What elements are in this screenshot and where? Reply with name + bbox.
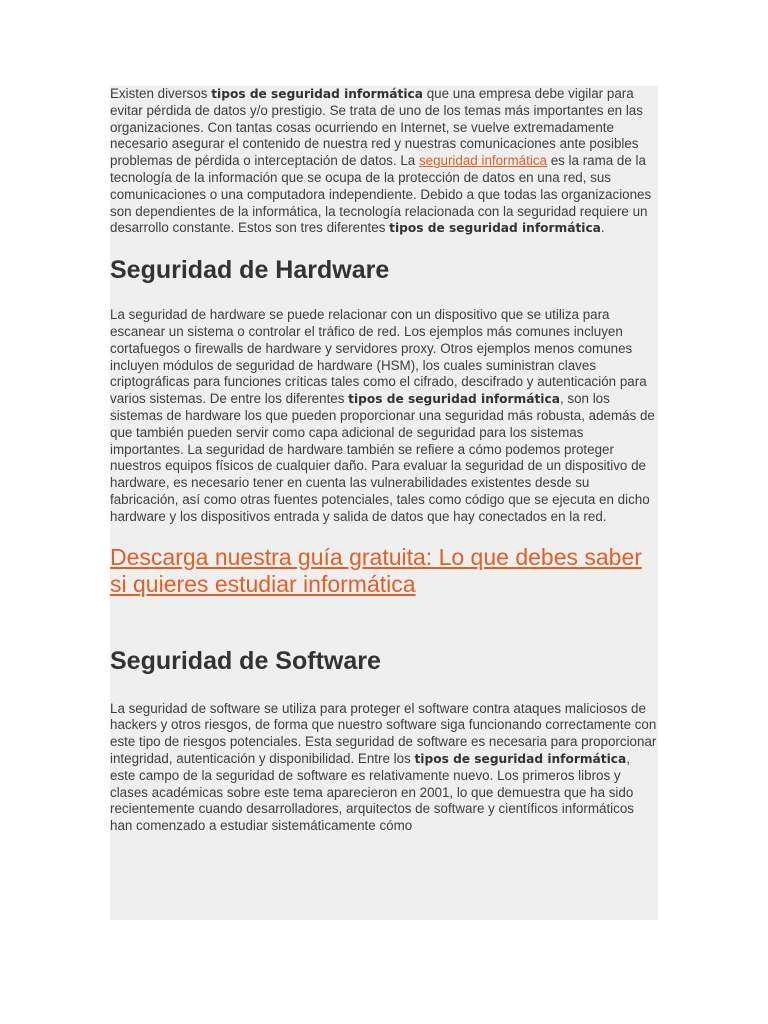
software-text-1: La seguridad de software se utiliza para proteger el software contra ataques maliciosos de hackers y otros riesgos, de forma que nuestro software siga funcionando correctamente con este tipo de riesgos potenciales. Esta seguridad de software es necesaria para proporcionar integridad, autenticación y disponibilidad. Entre los (110, 700, 657, 766)
intro-paragraph (110, 86, 658, 237)
hardware-bold-1: tipos de seguridad informática (348, 392, 560, 407)
software-paragraph (110, 701, 658, 835)
download-guide-link[interactable]: Descarga nuestra guía gratuita: Lo que debes saber si quieres estudiar informática (110, 543, 642, 597)
intro-bold-1: tipos de seguridad informática (211, 87, 423, 101)
software-text-2: , este campo de la seguridad de software es relativamente nuevo. Los primeros libros y clases académicas sobre este tema aparecieron en 2001, lo que demuestra que ha sido recientemente cuando desarrolladores, arquitectos de software y científicos informáticos han comenzado a estudiar sistemáticamente cómo (110, 750, 634, 834)
intro-text-2: que una empresa debe vigilar para evitar pérdida de datos y/o prestigio. Se trata de uno de los temas más importantes en las organizaciones. Con tantas cosas ocurriendo en Internet, se vuelve extremadamente necesario asegurar el contenido de nuestra red y nuestras comunicaciones ante posibles problemas de pérdida o interceptación de datos. La (110, 86, 643, 169)
seguridad-informatica-link[interactable]: seguridad informática (418, 153, 547, 169)
hardware-text-1: La seguridad de hardware se puede relacionar con un dispositivo que se utiliza para escanear un sistema o controlar el tráfico de red. Los ejemplos más comunes incluyen cortafuegos o firewalls de hardware y servidores proxy. Otros ejemplos menos comunes incluyen módulos de seguridad de hardware (HSM), los cuales suministran claves criptográficas para funciones críticas tales como el cifrado, descifrado y autenticación para varios sistemas. De entre los diferentes (110, 307, 647, 407)
hardware-paragraph (110, 307, 658, 525)
intro-bold-2: tipos de seguridad informática (389, 221, 601, 236)
hardware-heading: Seguridad de Hardware (110, 256, 390, 285)
software-bold-1: tipos de seguridad informática (414, 751, 627, 766)
intro-text-3: es la rama de la tecnología de la información que se ocupa de la protección de datos en una red, sus comunicaciones o una computadora independiente. Debido a que todas las organizaciones son dependientes de la informática, la tecnología relacionada con la seguridad requiere un desarrollo constante. Estos son tres diferentes (110, 153, 652, 236)
software-heading: Seguridad de Software (110, 646, 381, 675)
hardware-text-2: , son los sistemas de hardware los que pueden proporcionar una seguridad más robusta, además de que también pueden servir como capa adicional de seguridad para los sistemas importantes. La seguridad de hardware también se refiere a cómo podemos proteger nuestros equipos físicos de cualquier daño. Para evaluar la seguridad de un dispositivo de hardware, es necesario tener en cuenta las vulnerabilidades existentes desde su fabricación, así como otras fuentes potenciales, tales como código que se ejecuta en dicho hardware y los dispositivos entrada y salida de datos que hay conectados en la red. (110, 391, 655, 524)
article-body (110, 86, 658, 920)
intro-text-1: Existen diversos (110, 86, 212, 101)
intro-text-4: . (600, 220, 605, 236)
